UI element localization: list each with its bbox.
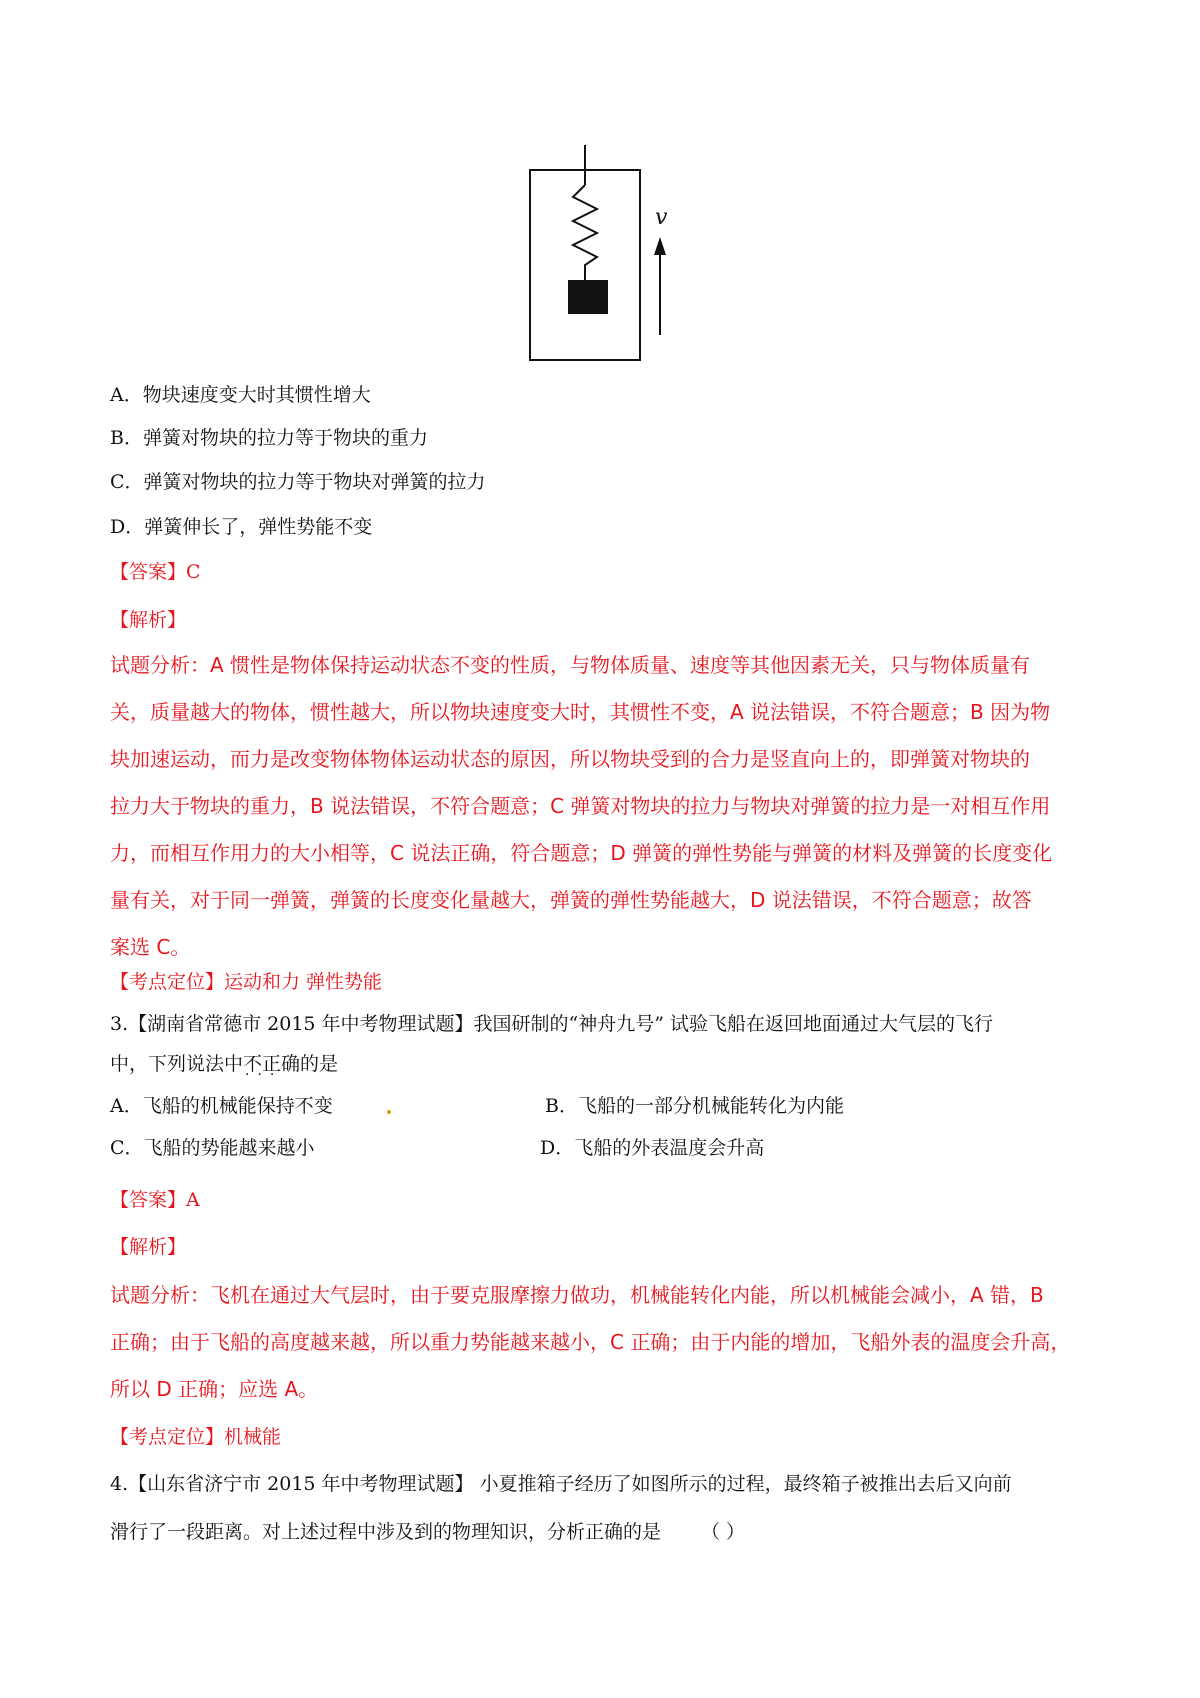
q3-kaodian: [110, 1425, 281, 1449]
q2-analysis-line: 力，而相互作用力的大小相等，C 说法正确，符合题意；D 弹簧的弹性势能与弹簧的材料及弹簧的长度变化: [110, 841, 1053, 865]
kaodian-label: 【考点定位】: [110, 971, 225, 993]
q3-option-b: B．飞船的一部分机械能转化为内能: [545, 1095, 844, 1117]
q2-option-a: A．物块速度变大时其惯性增大: [110, 384, 371, 406]
stray-dot: [387, 1110, 391, 1114]
q2-analysis-line: 拉力大于物块的重力，B 说法错误，不符合题意；C 弹簧对物块的拉力与物块对弹簧的拉力是一对相互作用: [110, 794, 1051, 818]
q4-stem-line2: 滑行了一段距离。对上述过程中涉及到的物理知识，分析正确的是 （ ）: [110, 1521, 746, 1543]
q2-analysis-line: 案选 C。: [110, 935, 191, 959]
q3-option-c: C．飞船的势能越来越小: [110, 1137, 315, 1159]
q3-stem-line1: 3.【湖南省常德市 2015 年中考物理试题】我国研制的“神舟九号” 试验飞船在返回地面通过大气层的飞行: [110, 1013, 994, 1035]
q2-analysis-line: 量有关，对于同一弹簧，弹簧的长度变化量越大，弹簧的弹性势能越大，D 说法错误，不符合题意；故答: [110, 888, 1032, 912]
spring-block-figure: [510, 145, 680, 365]
emphasis-text: 不正确 ···: [243, 1053, 300, 1075]
q2-option-c: C．弹簧对物块的拉力等于物块对弹簧的拉力: [110, 471, 486, 493]
q4-stem-line1: 4.【山东省济宁市 2015 年中考物理试题】 小夏推箱子经历了如图所示的过程，最终箱子被推出去后又向前: [110, 1473, 1012, 1495]
q2-analysis-line: 试题分析：A 惯性是物体保持运动状态不变的性质，与物体质量、速度等其他因素无关，只与物体质量有: [110, 653, 1031, 677]
q2-analysis-line: 块加速运动，而力是改变物体物体运动状态的原因，所以物块受到的合力是竖直向上的，即弹簧对物块的: [110, 747, 1030, 771]
q2-kaodian: [110, 970, 382, 994]
answer-parentheses: （ ）: [701, 1521, 746, 1543]
q2-analysis-label: 【解析】: [110, 609, 187, 631]
q3-analysis-line: 所以 D 正确；应选 A。: [110, 1377, 319, 1401]
q3-answer: [110, 1188, 200, 1212]
kaodian-label: 【考点定位】: [110, 1426, 225, 1448]
q3-stem-line2: 中，下列说法中不正确 ···的是: [110, 1052, 338, 1076]
q3-analysis-line: 正确；由于飞船的高度越来越，所以重力势能越来越小，C 正确；由于内能的增加，飞船外表的温度会升高，: [110, 1330, 1071, 1354]
q2-answer: [110, 560, 201, 584]
kaodian-value: 机械能: [224, 1426, 282, 1448]
answer-value: C: [186, 561, 201, 583]
q2-option-b: B．弹簧对物块的拉力等于物块的重力: [110, 427, 428, 449]
answer-value: A: [186, 1189, 200, 1211]
velocity-label: v: [655, 205, 668, 230]
answer-label: 【答案】: [110, 561, 187, 583]
answer-label: 【答案】: [110, 1189, 187, 1211]
kaodian-value: 运动和力 弹性势能: [224, 971, 383, 993]
q2-analysis-line: 关，质量越大的物体，惯性越大，所以物块速度变大时，其惯性不变，A 说法错误，不符合题意；B 因为物: [110, 700, 1051, 724]
q3-option-a: A．飞船的机械能保持不变: [110, 1095, 333, 1117]
q3-analysis-line: 试题分析：飞机在通过大气层时，由于要克服摩擦力做功，机械能转化内能，所以机械能会减小，A 错，B: [110, 1283, 1044, 1307]
q3-analysis-label: 【解析】: [110, 1236, 187, 1258]
q3-option-d: D．飞船的外表温度会升高: [540, 1137, 765, 1159]
q2-option-d: D．弹簧伸长了，弹性势能不变: [110, 516, 373, 538]
